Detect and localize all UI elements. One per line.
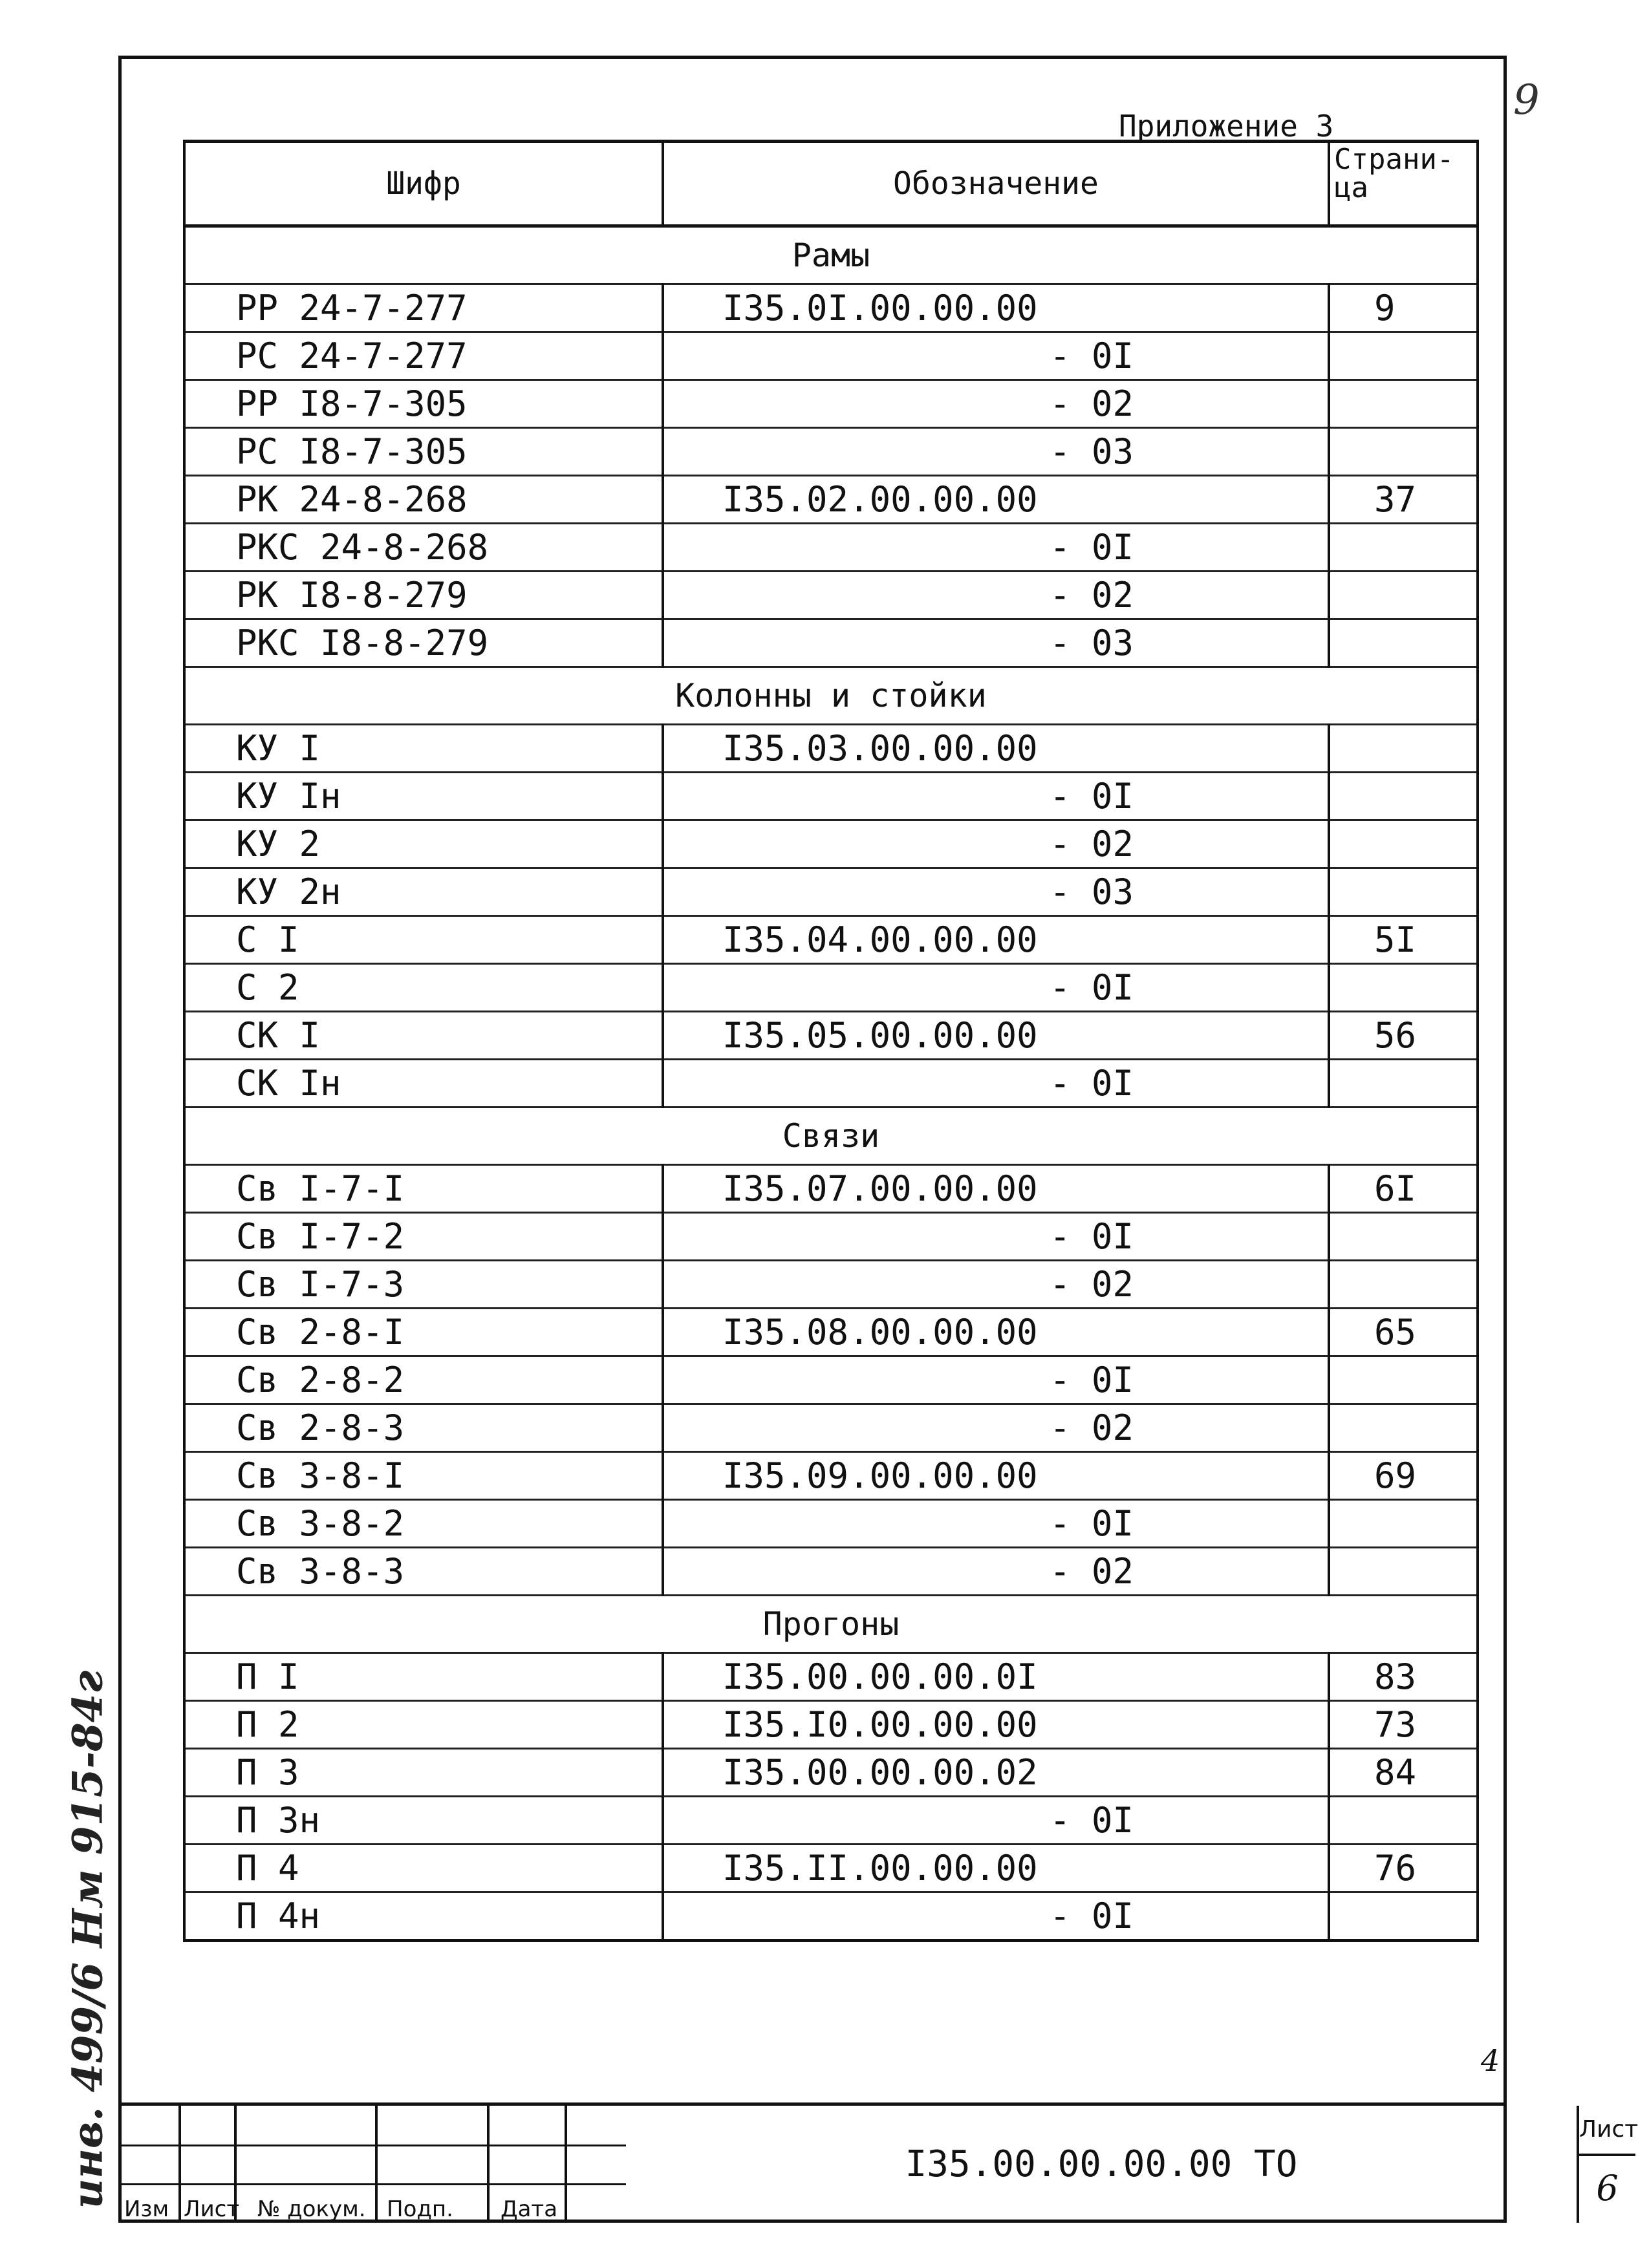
cell-page: 9 (1329, 284, 1478, 332)
title-block (122, 2102, 1638, 2223)
sheet-label: Лист (1579, 2116, 1638, 2143)
cell-page (1329, 773, 1478, 820)
cell-designation: I35.0I.00.00.00 (663, 284, 1329, 332)
cell-designation: - 0I (663, 524, 1329, 572)
table-row (184, 1404, 1478, 1452)
document-code: I35.00.00.00.00 ТО (905, 2143, 1298, 2185)
cell-designation: - 0I (663, 332, 1329, 380)
cell-cipher: РР 24-7-277 (184, 284, 663, 332)
cell-cipher: П 2 (184, 1701, 663, 1749)
cell-designation: - 03 (663, 428, 1329, 476)
cell-page (1329, 1261, 1478, 1309)
cell-cipher: КУ 2 (184, 820, 663, 868)
label-doc-number: № докум. (257, 2196, 366, 2222)
cell-page (1329, 332, 1478, 380)
cell-cipher: РС 24-7-277 (184, 332, 663, 380)
table-header-row (184, 142, 1478, 226)
cell-designation: I35.03.00.00.00 (663, 725, 1329, 773)
cell-cipher: РР I8-7-305 (184, 380, 663, 428)
cell-designation: I35.07.00.00.00 (663, 1165, 1329, 1213)
table-row (184, 1548, 1478, 1596)
sheet-box (1577, 2106, 1638, 2223)
header-page: Страни- ца (1329, 142, 1478, 226)
table-row (184, 1845, 1478, 1892)
revision-grid (122, 2106, 626, 2223)
table-row (184, 820, 1478, 868)
page-number: 4 (1481, 2043, 1500, 2078)
cell-cipher: КУ 2н (184, 868, 663, 916)
label-sheet: Лист (184, 2196, 240, 2222)
table-row (184, 773, 1478, 820)
cell-page: 37 (1329, 476, 1478, 524)
cell-page (1329, 1060, 1478, 1107)
table-row (184, 1356, 1478, 1404)
cell-page (1329, 868, 1478, 916)
margin-note-text: инв. 499/6 Нм 915-84г (63, 1670, 113, 2209)
table-row (184, 1701, 1478, 1749)
cell-designation: - 02 (663, 380, 1329, 428)
cell-page: 56 (1329, 1012, 1478, 1060)
table-row (184, 1892, 1478, 1941)
section-row (184, 667, 1478, 725)
section-row (184, 1107, 1478, 1165)
cell-page (1329, 428, 1478, 476)
table-row (184, 524, 1478, 572)
cell-page (1329, 1500, 1478, 1548)
cell-cipher: Св 3-8-3 (184, 1548, 663, 1596)
cell-designation: I35.I0.00.00.00 (663, 1701, 1329, 1749)
table-row (184, 1213, 1478, 1261)
table-row (184, 1261, 1478, 1309)
cell-designation: - 03 (663, 619, 1329, 667)
cell-page: 69 (1329, 1452, 1478, 1500)
table-row (184, 1749, 1478, 1797)
cell-cipher: Св 2-8-2 (184, 1356, 663, 1404)
label-change: Изм (124, 2196, 169, 2222)
table-row (184, 964, 1478, 1012)
table-row (184, 1012, 1478, 1060)
table-row (184, 1653, 1478, 1701)
label-date: Дата (501, 2196, 558, 2222)
table-row (184, 572, 1478, 619)
cell-page (1329, 1404, 1478, 1452)
cell-cipher: Св 2-8-3 (184, 1404, 663, 1452)
cell-cipher: П 3н (184, 1797, 663, 1845)
cell-page (1329, 1797, 1478, 1845)
cell-designation: - 02 (663, 820, 1329, 868)
appendix-label: Приложение 3 (1119, 109, 1334, 144)
cell-page: 73 (1329, 1701, 1478, 1749)
header-cipher: Шифр (184, 142, 663, 226)
section-title: Рамы (184, 226, 1478, 284)
table-row (184, 1797, 1478, 1845)
table-row (184, 1452, 1478, 1500)
cell-designation: - 0I (663, 964, 1329, 1012)
cell-cipher: РКС I8-8-279 (184, 619, 663, 667)
margin-note (58, 1670, 118, 2209)
cell-cipher: П 3 (184, 1749, 663, 1797)
cell-cipher: КУ Iн (184, 773, 663, 820)
section-title: Связи (184, 1107, 1478, 1165)
cell-page: 76 (1329, 1845, 1478, 1892)
cell-designation: - 02 (663, 1404, 1329, 1452)
section-row (184, 226, 1478, 284)
section-row (184, 1596, 1478, 1653)
cell-page: 65 (1329, 1309, 1478, 1356)
table-row (184, 619, 1478, 667)
cell-designation: - 0I (663, 1797, 1329, 1845)
cell-page (1329, 1213, 1478, 1261)
cell-page (1329, 380, 1478, 428)
table-row (184, 916, 1478, 964)
table-row (184, 284, 1478, 332)
cell-designation: I35.04.00.00.00 (663, 916, 1329, 964)
label-signature: Подп. (387, 2196, 453, 2222)
cell-cipher: Св I-7-I (184, 1165, 663, 1213)
cell-page (1329, 1356, 1478, 1404)
cell-cipher: С 2 (184, 964, 663, 1012)
cell-page (1329, 619, 1478, 667)
cell-designation: I35.08.00.00.00 (663, 1309, 1329, 1356)
cell-designation: I35.05.00.00.00 (663, 1012, 1329, 1060)
cell-designation: I35.II.00.00.00 (663, 1845, 1329, 1892)
table-row (184, 1309, 1478, 1356)
cell-cipher: Св 2-8-I (184, 1309, 663, 1356)
cell-page (1329, 964, 1478, 1012)
cell-page (1329, 524, 1478, 572)
sheet-value: 6 (1596, 2168, 1619, 2209)
cell-designation: - 0I (663, 1213, 1329, 1261)
table-row (184, 332, 1478, 380)
table-row (184, 380, 1478, 428)
cell-designation: - 0I (663, 1892, 1329, 1941)
cell-page: 6I (1329, 1165, 1478, 1213)
table-row (184, 1165, 1478, 1213)
specification-table (183, 140, 1479, 1942)
cell-cipher: СК I (184, 1012, 663, 1060)
cell-designation: - 02 (663, 1261, 1329, 1309)
cell-page (1329, 572, 1478, 619)
cell-cipher: РС I8-7-305 (184, 428, 663, 476)
cell-cipher: Св 3-8-2 (184, 1500, 663, 1548)
cell-designation: I35.00.00.00.0I (663, 1653, 1329, 1701)
cell-cipher: РК I8-8-279 (184, 572, 663, 619)
cell-page (1329, 1892, 1478, 1941)
cell-designation: - 02 (663, 572, 1329, 619)
cell-designation: - 02 (663, 1548, 1329, 1596)
section-title: Колонны и стойки (184, 667, 1478, 725)
cell-designation: I35.02.00.00.00 (663, 476, 1329, 524)
table-row (184, 1500, 1478, 1548)
cell-designation: I35.09.00.00.00 (663, 1452, 1329, 1500)
cell-designation: - 03 (663, 868, 1329, 916)
cell-cipher: Св I-7-2 (184, 1213, 663, 1261)
cell-cipher: П 4 (184, 1845, 663, 1892)
table-row (184, 476, 1478, 524)
cell-designation: - 0I (663, 1356, 1329, 1404)
table-row (184, 868, 1478, 916)
cell-page (1329, 820, 1478, 868)
cell-designation: - 0I (663, 773, 1329, 820)
header-designation: Обозначение (663, 142, 1329, 226)
cell-cipher: СК Iн (184, 1060, 663, 1107)
cell-page (1329, 725, 1478, 773)
table-row (184, 725, 1478, 773)
cell-cipher: С I (184, 916, 663, 964)
cell-cipher: РК 24-8-268 (184, 476, 663, 524)
cell-page: 5I (1329, 916, 1478, 964)
cell-page (1329, 1548, 1478, 1596)
cell-cipher: КУ I (184, 725, 663, 773)
table-row (184, 428, 1478, 476)
cell-designation: - 0I (663, 1500, 1329, 1548)
corner-mark: 9 (1513, 76, 1540, 124)
cell-cipher: Св I-7-3 (184, 1261, 663, 1309)
section-title: Прогоны (184, 1596, 1478, 1653)
cell-cipher: П 4н (184, 1892, 663, 1941)
cell-cipher: РКС 24-8-268 (184, 524, 663, 572)
cell-designation: I35.00.00.00.02 (663, 1749, 1329, 1797)
cell-page: 84 (1329, 1749, 1478, 1797)
cell-cipher: П I (184, 1653, 663, 1701)
cell-cipher: Св 3-8-I (184, 1452, 663, 1500)
cell-designation: - 0I (663, 1060, 1329, 1107)
table-row (184, 1060, 1478, 1107)
cell-page: 83 (1329, 1653, 1478, 1701)
